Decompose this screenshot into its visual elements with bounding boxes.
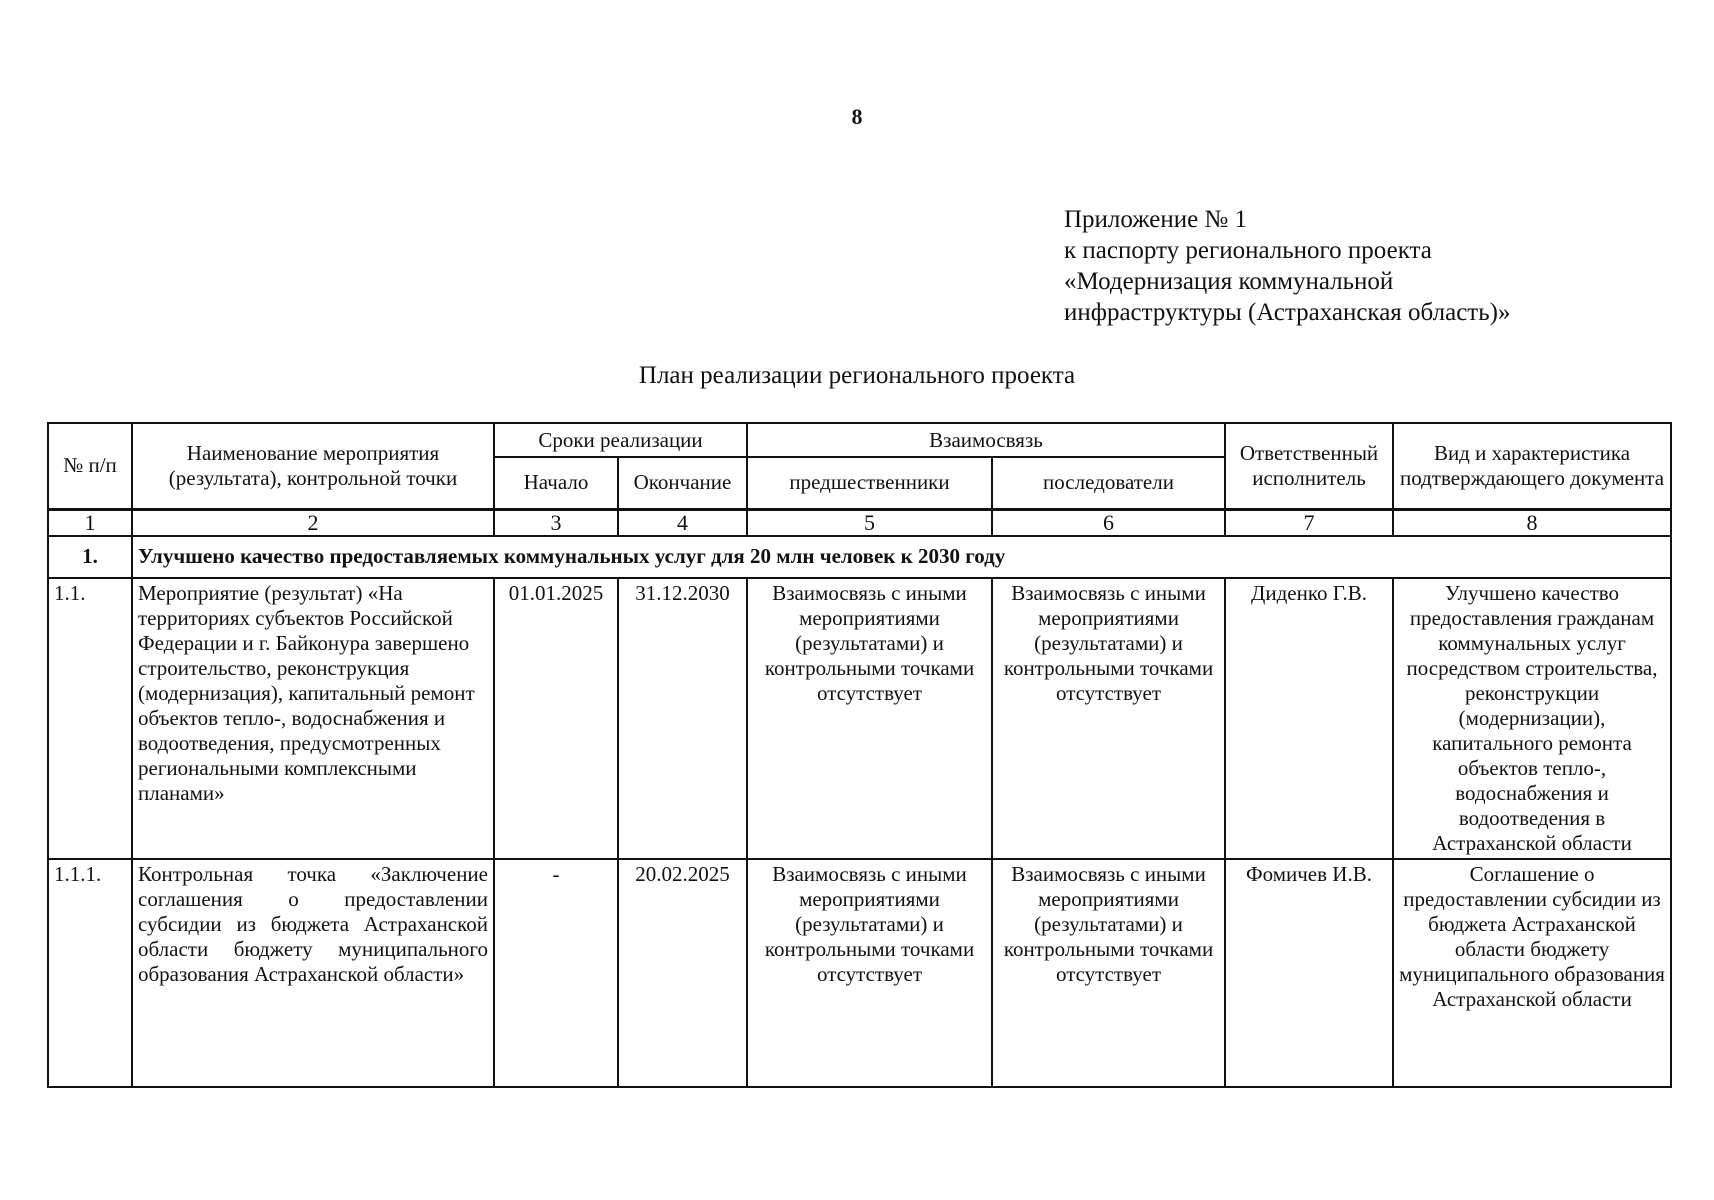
header-num: № п/п: [48, 423, 132, 509]
header-start: Начало: [494, 457, 618, 509]
row-successors: Взаимосвязь с иными мероприятиями (результатами) и контрольными точками отсутствует: [992, 578, 1225, 859]
header-successors: последователи: [992, 457, 1225, 509]
row-end-date: 20.02.2025: [618, 859, 747, 1087]
column-numbers-row: [48, 509, 1671, 536]
appendix-line-4: инфраструктуры (Астраханская область)»: [1064, 299, 1511, 326]
column-number: 6: [992, 509, 1225, 536]
page-number: 8: [851, 104, 863, 129]
row-start-date: -: [494, 859, 618, 1087]
row-name: Контрольная точка «Заключение соглашения о предоставлении субсидии из бюджета Астраханской области бюджету муниципального образования Астраханской области»: [132, 859, 494, 1087]
section-num: 1.: [48, 536, 132, 578]
column-number: 5: [747, 509, 992, 536]
row-document: Улучшено качество предоставления гражданам коммунальных услуг посредством строительства, реконструкции (модернизации), капитального ремонта объектов тепло-, водоснабжения и водоотведения в Астраханской области: [1393, 578, 1671, 859]
row-name: Мероприятие (результат) «На территориях субъектов Российской Федерации и г. Байконура завершено строительство, реконструкция (модернизация), капитальный ремонт объектов тепло-, водоснабжения и водоотведения, предусмотренных региональными комплексными планами»: [132, 578, 494, 859]
header-document: Вид и характеристика подтверждающего документа: [1393, 423, 1671, 509]
header-responsible: Ответственный исполнитель: [1225, 423, 1393, 509]
appendix-line-1: Приложение № 1: [1064, 206, 1248, 233]
appendix-block: [1064, 204, 1510, 328]
section-title: Улучшено качество предоставляемых коммунальных услуг для 20 млн человек к 2030 году: [132, 536, 1671, 578]
section-row: [48, 536, 1671, 578]
column-number: 2: [132, 509, 494, 536]
header-name: Наименование мероприятия (результата), контрольной точки: [132, 423, 494, 509]
row-document: Соглашение о предоставлении субсидии из бюджета Астраханской области бюджету муниципального образования Астраханской области: [1393, 859, 1671, 1087]
header-relation: Взаимосвязь: [747, 423, 1225, 457]
implementation-plan-table: [47, 422, 1672, 1088]
column-number: 7: [1225, 509, 1393, 536]
row-predecessors: Взаимосвязь с иными мероприятиями (результатами) и контрольными точками отсутствует: [747, 578, 992, 859]
row-responsible: Диденко Г.В.: [1225, 578, 1393, 859]
plan-title: План реализации регионального проекта: [638, 362, 1076, 389]
row-responsible: Фомичев И.В.: [1225, 859, 1393, 1087]
header-terms: Сроки реализации: [494, 423, 747, 457]
header-predecessors: предшественники: [747, 457, 992, 509]
column-number: 1: [48, 509, 132, 536]
row-predecessors: Взаимосвязь с иными мероприятиями (результатами) и контрольными точками отсутствует: [747, 859, 992, 1087]
row-end-date: 31.12.2030: [618, 578, 747, 859]
column-number: 4: [618, 509, 747, 536]
column-number: 8: [1393, 509, 1671, 536]
appendix-line-2: к паспорту регионального проекта: [1064, 237, 1432, 264]
column-number: 3: [494, 509, 618, 536]
appendix-line-3: «Модернизация коммунальной: [1064, 268, 1394, 295]
header-end: Окончание: [618, 457, 747, 509]
row-num: 1.1.: [48, 578, 132, 859]
table-row: [48, 859, 1671, 1087]
table-row: [48, 578, 1671, 859]
row-start-date: 01.01.2025: [494, 578, 618, 859]
row-num: 1.1.1.: [48, 859, 132, 1087]
row-successors: Взаимосвязь с иными мероприятиями (результатами) и контрольными точками отсутствует: [992, 859, 1225, 1087]
